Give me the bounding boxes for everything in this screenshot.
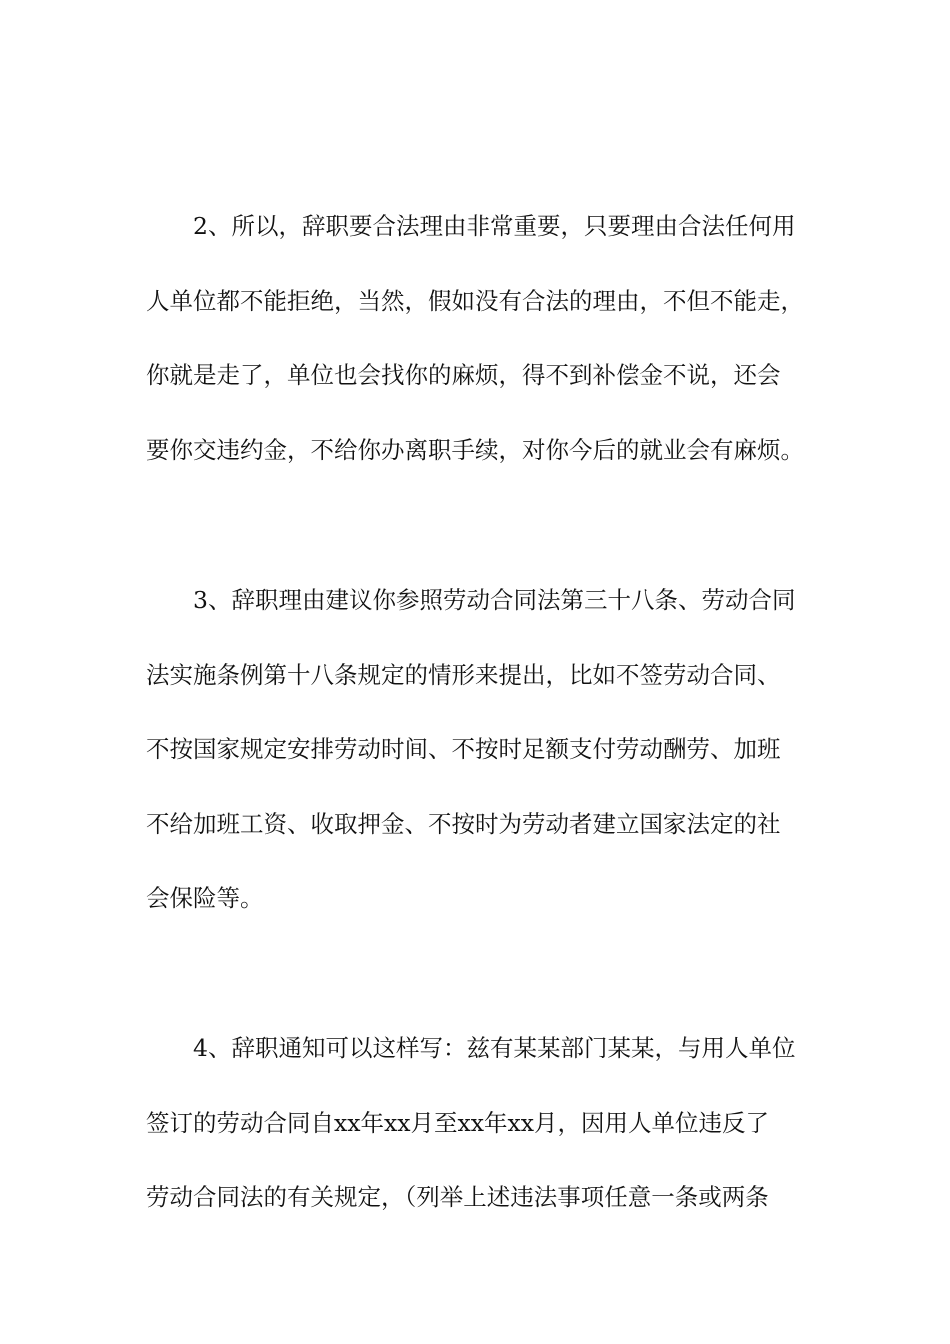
text-line: 人单位都不能拒绝，当然，假如没有合法的理由，不但不能走， [146, 286, 804, 315]
paragraph-2 [146, 189, 836, 487]
paragraph-4 [146, 1011, 836, 1235]
text-line: 4、辞职通知可以这样写：兹有某某部门某某，与用人单位 [193, 1034, 796, 1062]
text-line: 会保险等。 [146, 884, 264, 912]
text-line: 不给加班工资、收取押金、不按时为劳动者建立国家法定的社 [146, 809, 781, 838]
text-line: 2、所以，辞职要合法理由非常重要，只要理由合法任何用 [193, 212, 796, 240]
text-line: 3、辞职理由建议你参照劳动合同法第三十八条、劳动合同 [193, 586, 796, 614]
text-line: 你就是走了，单位也会找你的麻烦，得不到补偿金不说，还会 [146, 361, 781, 389]
text-line: 法实施条例第十八条规定的情形来提出，比如不签劳动合同、 [146, 660, 781, 689]
text-line: 要你交违约金，不给你办离职手续，对你今后的就业会有麻烦。 [146, 435, 804, 464]
text-line: 劳动合同法的有关规定，（列举上述违法事项任意一条或两条 [146, 1183, 769, 1211]
text-line: 不按国家规定安排劳动时间、不按时足额支付劳动酬劳、加班 [146, 735, 781, 763]
paragraph-3 [146, 563, 836, 936]
text-line: 签订的劳动合同自xx年xx月至xx年xx月，因用人单位违反了 [146, 1108, 770, 1137]
